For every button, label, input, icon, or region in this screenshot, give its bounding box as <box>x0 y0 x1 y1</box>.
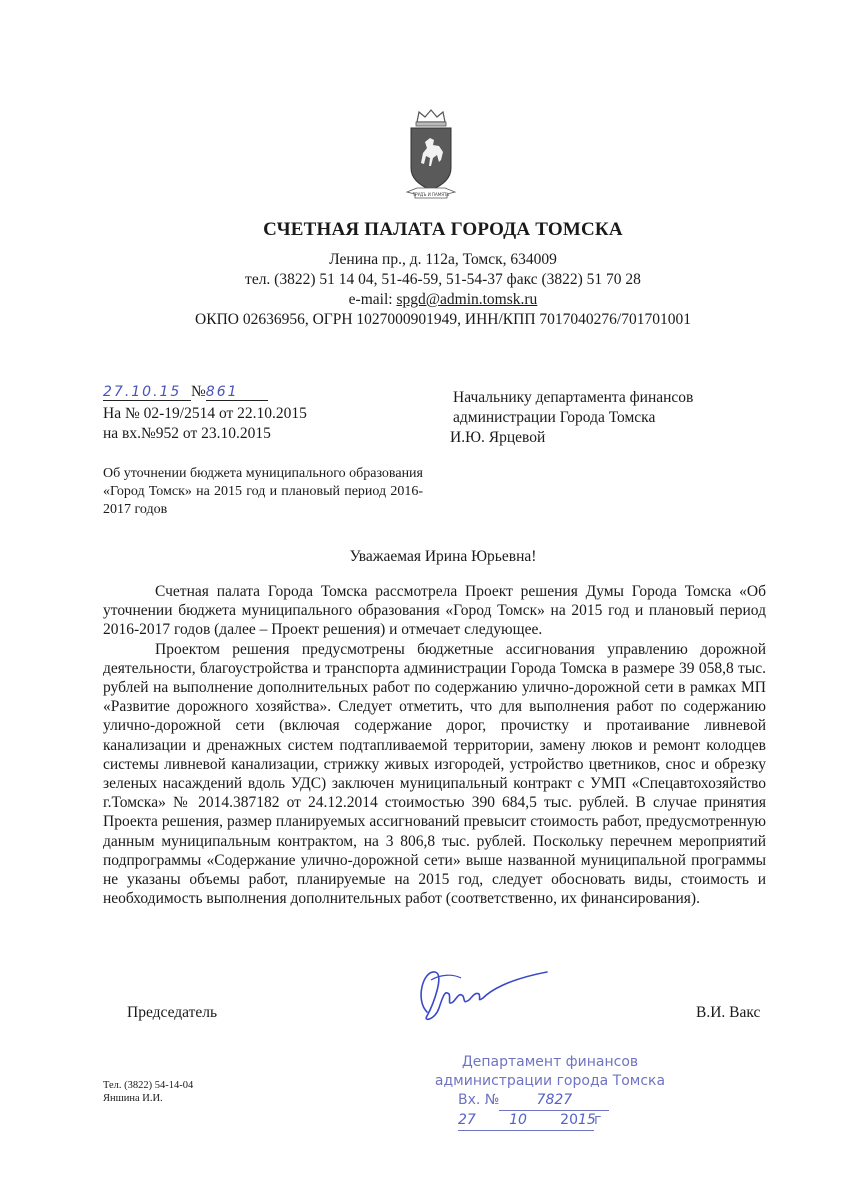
executor-phone: Тел. (3822) 54-14-04 <box>103 1080 194 1091</box>
svg-text:ТРУДЪ И ПАМЯТЬ: ТРУДЪ И ПАМЯТЬ <box>412 192 450 197</box>
coat-of-arms-icon <box>403 108 459 200</box>
email-link[interactable]: spgd@admin.tomsk.ru <box>396 291 538 308</box>
outgoing-number <box>103 383 293 401</box>
stamp-administration: администрации города Томска <box>434 1073 666 1089</box>
addressee-organization: администрации Города Томска <box>453 409 656 426</box>
outgoing-number-value: 861 <box>206 384 268 401</box>
executor-name: Яншина И.И. <box>103 1093 163 1104</box>
organization-phones: тел. (3822) 51 14 04, 51-46-59, 51-54-37 факс (3822) 51 70 28 <box>245 271 641 288</box>
stamp-vx-label: Вх. № <box>458 1092 500 1108</box>
organization-registry: ОКПО 02636956, ОГРН 1027000901949, ИНН/КПП 7017040276/701701001 <box>195 311 691 328</box>
organization-title: СЧЕТНАЯ ПАЛАТА ГОРОДА ТОМСКА <box>263 219 623 240</box>
handwritten-signature-icon <box>405 950 555 1030</box>
executor-info <box>103 1079 193 1105</box>
organization-address: Ленина пр., д. 112а, Томск, 634009 <box>329 251 557 268</box>
addressee-name: И.Ю. Ярцевой <box>450 429 546 446</box>
outgoing-date: 27.10.15 <box>103 384 191 401</box>
addressee <box>450 388 694 448</box>
stamp-date <box>430 1111 670 1131</box>
stamp-incoming-number <box>430 1091 670 1111</box>
number-label: № <box>191 383 206 400</box>
email-label: e-mail: <box>348 291 397 308</box>
reply-reference: На № 02-19/2514 от 22.10.2015 <box>103 405 307 422</box>
stamp-year-unit: г <box>594 1112 602 1128</box>
incoming-reference: на вх.№952 от 23.10.2015 <box>103 425 271 442</box>
organization-email-line <box>0 291 850 309</box>
letter-subject: Об уточнении бюджета муниципального образования «Город Томск» на 2015 год и плановый период 2016-2017 годов <box>103 466 423 517</box>
body-paragraph: Проектом решения предусмотрены бюджетные ассигнования управлению дорожной деятельности, благоустройства и транспорта администрации Города Томска в размере 39 058,8 тыс. рублей на выполнение дополнительных работ по содержанию улично-дорожной сети в рамках МП «Развитие дорожного хозяйства». Следует отметить, что для выполнения работ по содержанию улично-дорожной сети (включая содержание дорог, прочистку и протаивание ливневой канализации и дренажных систем подтапливаемой территории, замену люков и ремонт колодцев системы ливневой канализации, стрижку живых изгородей, устройство цветников, снос и обрезку зеленых насаждений вдоль УДС) заключен муниципальный контракт с УМП «Спецавтохозяйство г.Томска» № 2014.387182 от 24.12.2014 стоимостью 390 684,5 тыс. рублей. В случае принятия Проекта решения, размер планируемых ассигнований превысит стоимость работ, предусмотренную данным муниципальным контрактом, на 3 806,8 тыс. рублей. Поскольку перечнем мероприятий подпрограммы «Содержание улично-дорожной сети» выше названной муниципальной программы не указаны объемы работ, планируемые на 2015 год, следует обосновать виды, стоимость и необходимость выполнения дополнительных работ (соответственно, их финансирования). <box>103 640 766 908</box>
letter-body <box>103 582 766 908</box>
stamp-vx-number: 7827 <box>499 1091 609 1111</box>
body-paragraph: Счетная палата Города Томска рассмотрела Проект решения Думы Города Томска «Об уточнении бюджета муниципального образования «Город Томск» на 2015 год и плановый период 2016-2017 годов (далее – Проект решения) и отмечает следующее. <box>103 583 766 639</box>
stamp-year-suffix: 15 <box>578 1111 594 1131</box>
greeting: Уважаемая Ирина Юрьевна! <box>349 548 537 565</box>
stamp-department: Департамент финансов <box>461 1054 639 1070</box>
addressee-position: Начальнику департамента финансов <box>453 389 694 406</box>
stamp-year-prefix: 20 <box>548 1111 578 1131</box>
signatory-name: В.И. Вакс <box>696 1004 761 1021</box>
incoming-stamp <box>430 1053 670 1131</box>
stamp-month: 10 <box>488 1111 548 1131</box>
stamp-day: 27 <box>458 1111 488 1131</box>
signatory-role: Председатель <box>127 1004 218 1021</box>
